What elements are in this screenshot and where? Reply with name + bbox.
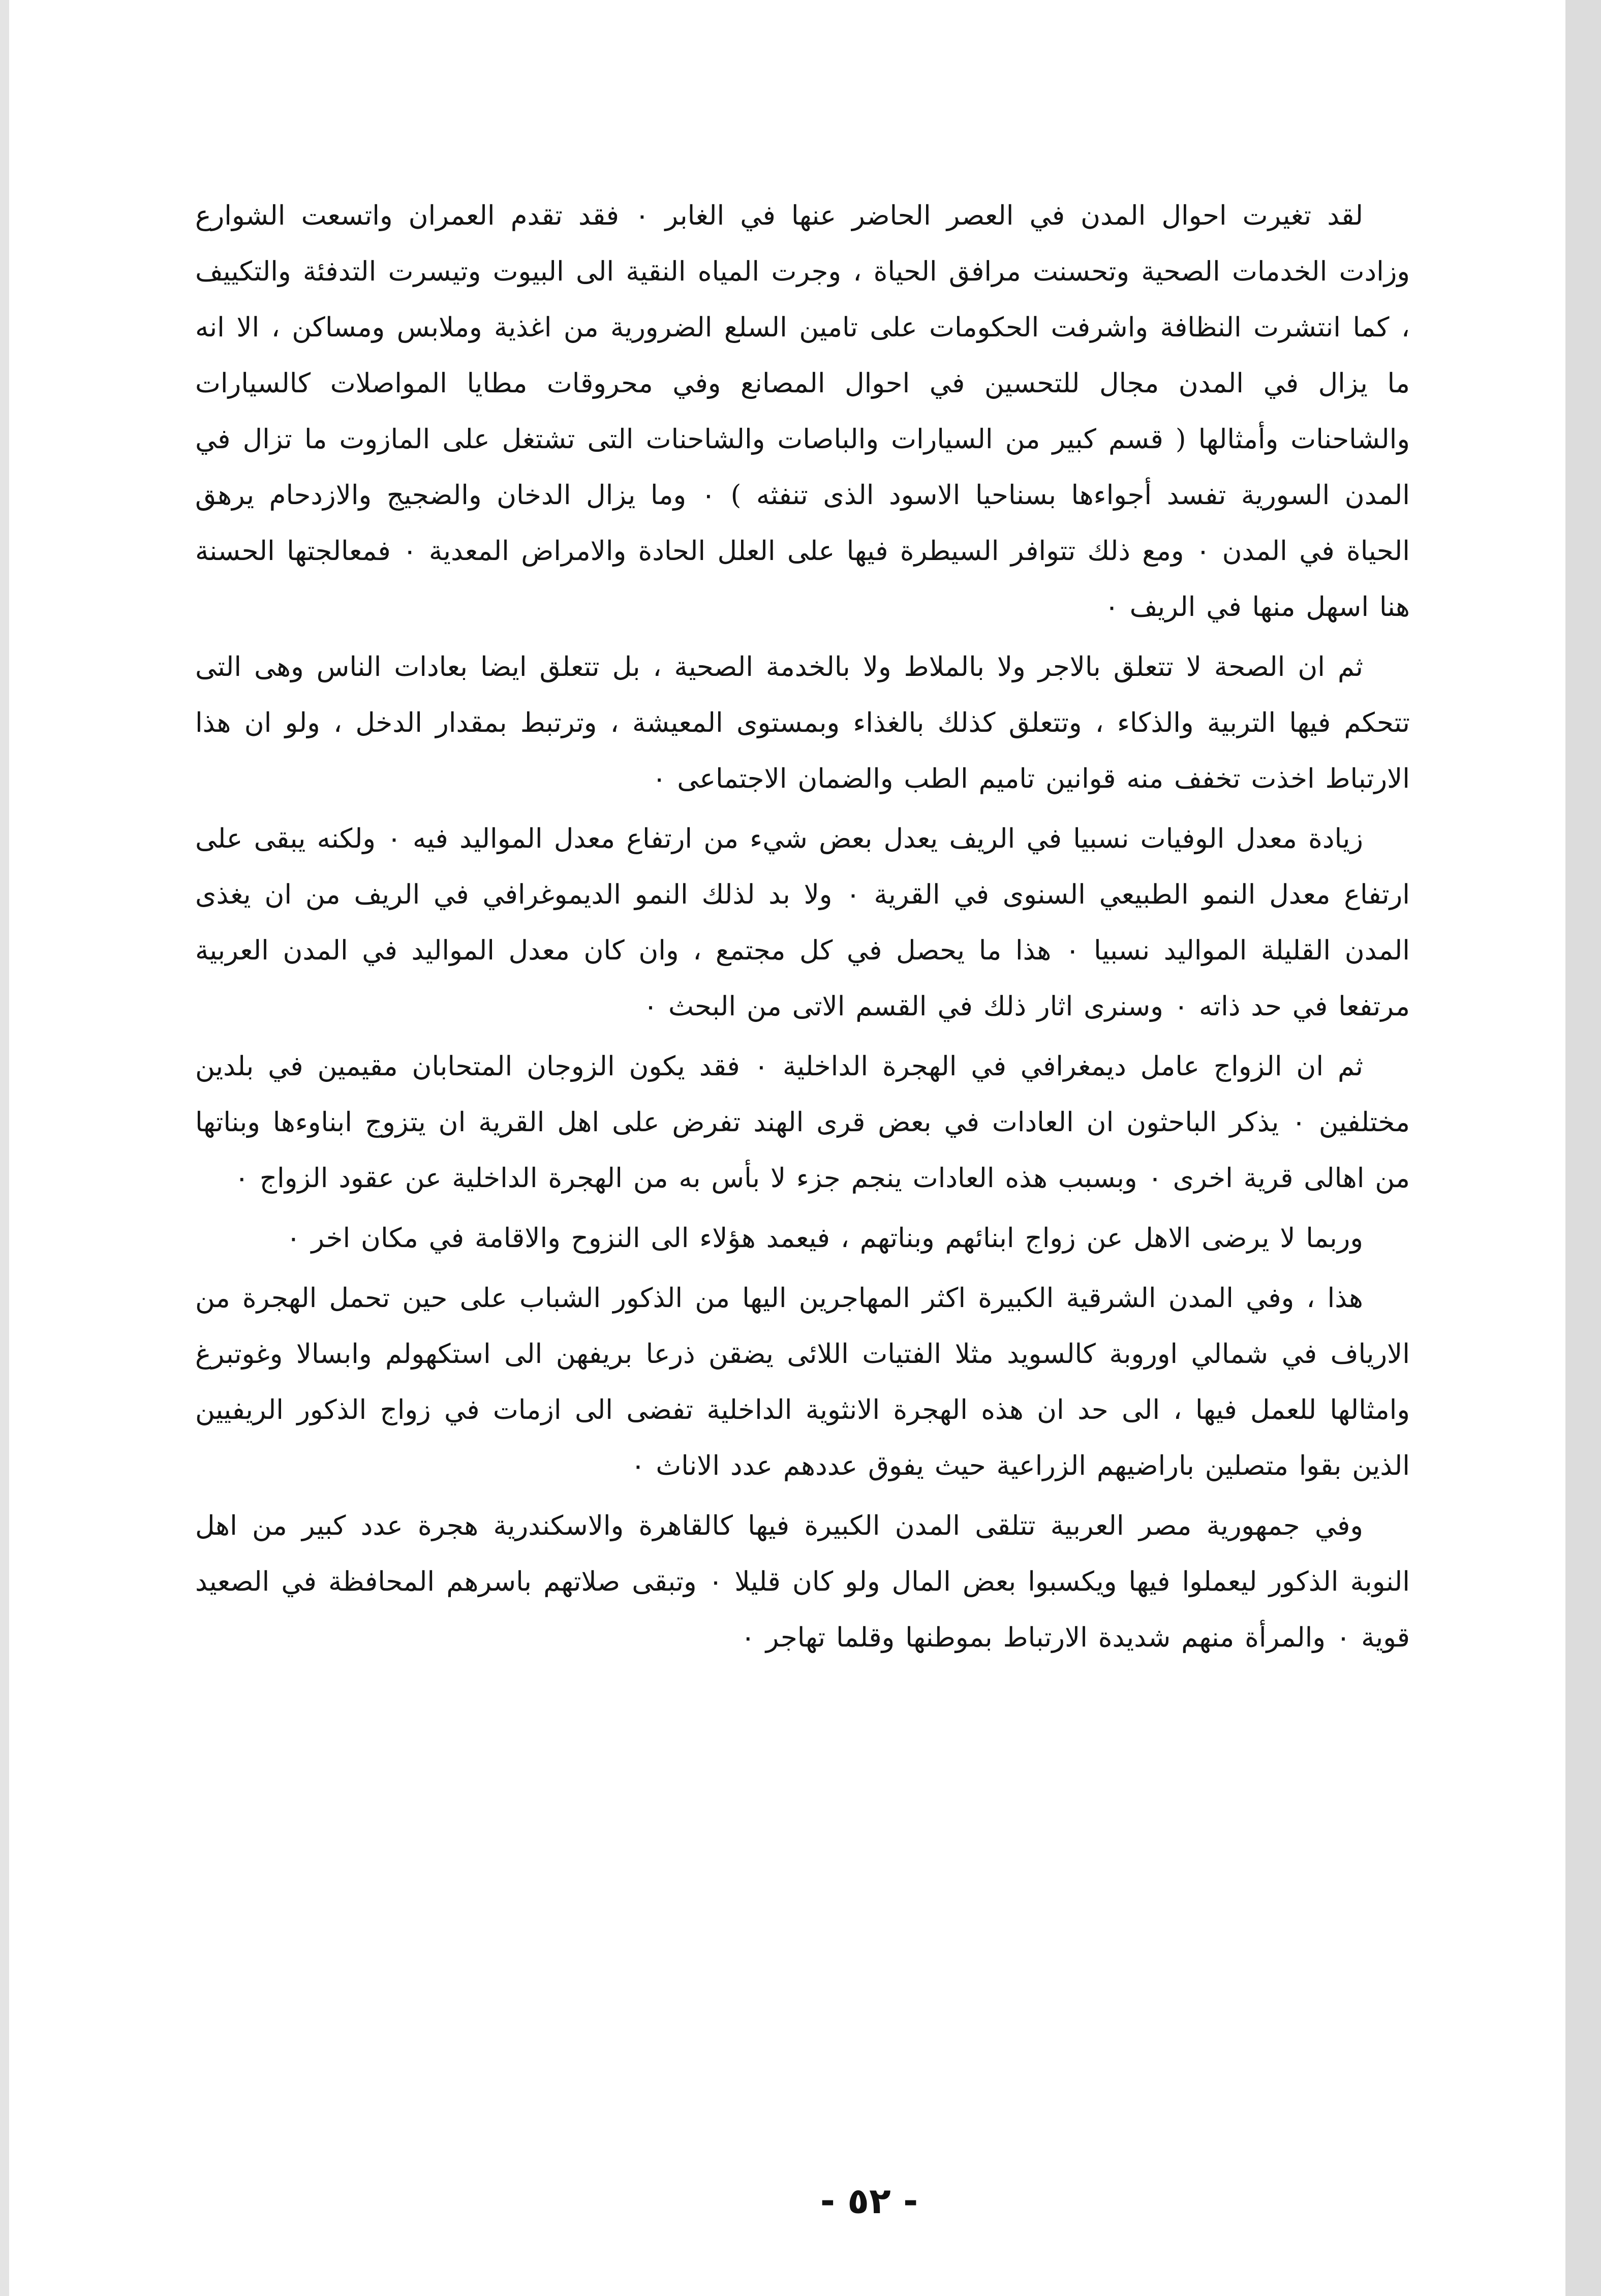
left-scan-margin <box>0 0 9 2296</box>
paragraph-family-disapproval: وربما لا يرضى الاهل عن زواج ابنائهم وبناتهم ، فيعمد هؤلاء الى النزوح والاقامة في مكان اخر ٠ <box>286 1223 1363 1254</box>
paragraph-cities-changes: لقد تغيرت احوال المدن في العصر الحاضر عنها في الغابر ٠ فقد تقدم العمران واتسعت الشوارع وزادت الخدمات الصحية وتحسنت مرافق الحياة ، وجرت المياه النقية الى البيوت وتيسرت التدفئة والتكييف ، كما انتشرت النظافة واشرفت الحكومات على تامين السلع الضرورية من اغذية وملابس ومساكن ، الا انه ما يزال في المدن مجال للتحسين في احوال المصانع وفي محروقات مطايا المواصلات كالسيارات والشاحنات وأمثالها ( قسم كبير من السيارات والباصات والشاحنات التى تشتغل على المازوت ما تزال في المدن السورية تفسد أجواءها بسناحيا الاسود الذى تنفثه ) ٠ وما يزال الدخان والضجيج والازدحام يرهق الحياة في المدن ٠ ومع ذلك تتوافر السيطرة فيها على العلل الحادة والامراض المعدية ٠ فمعالجتها الحسنة هنا اسهل منها في الريف ٠ <box>195 200 1410 623</box>
paragraph-egypt-nubia: وفي جمهورية مصر العربية تتلقى المدن الكبيرة فيها كالقاهرة والاسكندرية هجرة عدد كبير من اهل النوبة الذكور ليعملوا فيها ويكسبوا بعض المال ولو كان قليلا ٠ وتبقى صلاتهم باسرهم المحافظة في الصعيد قوية ٠ والمرأة منهم شديدة الارتباط بموطنها وقلما تهاجر ٠ <box>195 1510 1410 1653</box>
page-number: - ٥٢ - <box>820 2180 918 2222</box>
paragraph-marriage-migration: ثم ان الزواج عامل ديمغرافي في الهجرة الداخلية ٠ فقد يكون الزوجان المتحابان مقيمين في بلدين مختلفين ٠ يذكر الباحثون ان العادات في بعض قرى الهند تفرض على اهل القرية ان يتزوج ابناوءها وبناتها من اهالى قرية اخرى ٠ وبسبب هذه العادات ينجم جزء لا بأس به من الهجرة الداخلية عن عقود الزواج ٠ <box>195 1051 1410 1194</box>
paragraph-mortality-births: زيادة معدل الوفيات نسبيا في الريف يعدل بعض شيء من ارتفاع معدل المواليد فيه ٠ ولكنه يبقى على ارتفاع معدل النمو الطبيعي السنوى في القرية ٠ ولا بد لذلك النمو الديموغرافي في الريف من ان يغذى المدن القليلة المواليد نسبيا ٠ هذا ما يحصل في كل مجتمع ، وان كان معدل المواليد في المدن العربية مرتفعا في حد ذاته ٠ وسنرى اثار ذلك في القسم الاتى من البحث ٠ <box>195 823 1410 1022</box>
book-page <box>147 142 1565 2296</box>
paragraph-male-female-migration: هذا ، وفي المدن الشرقية الكبيرة اكثر المهاجرين اليها من الذكور الشباب على حين تحمل الهجرة من الارياف في شمالي اوروبة كالسويد مثلا الفتيات اللائى يضقن ذرعا بريفهن الى استكهولم وابسالا وغوتبرغ وامثالها للعمل فيها ، الى حد ان هذه الهجرة الانثوية الداخلية تفضى الى ازمات في زواج الذكور الريفيين الذين بقوا متصلين باراضيهم الزراعية حيث يفوق عددهم عدد الاناث ٠ <box>195 1283 1410 1481</box>
right-scan-margin <box>1565 0 1601 2296</box>
page-text-column <box>195 188 1410 1670</box>
paragraph-health-habits: ثم ان الصحة لا تتعلق بالاجر ولا بالملاط ولا بالخدمة الصحية ، بل تتعلق ايضا بعادات الناس وهى التى تتحكم فيها التربية والذكاء ، وتتعلق كذلك بالغذاء وبمستوى المعيشة ، وترتبط بمقدار الدخل ، ولو ان هذا الارتباط اخذت تخفف منه قوانين تاميم الطب والضمان الاجتماعى ٠ <box>195 651 1410 794</box>
